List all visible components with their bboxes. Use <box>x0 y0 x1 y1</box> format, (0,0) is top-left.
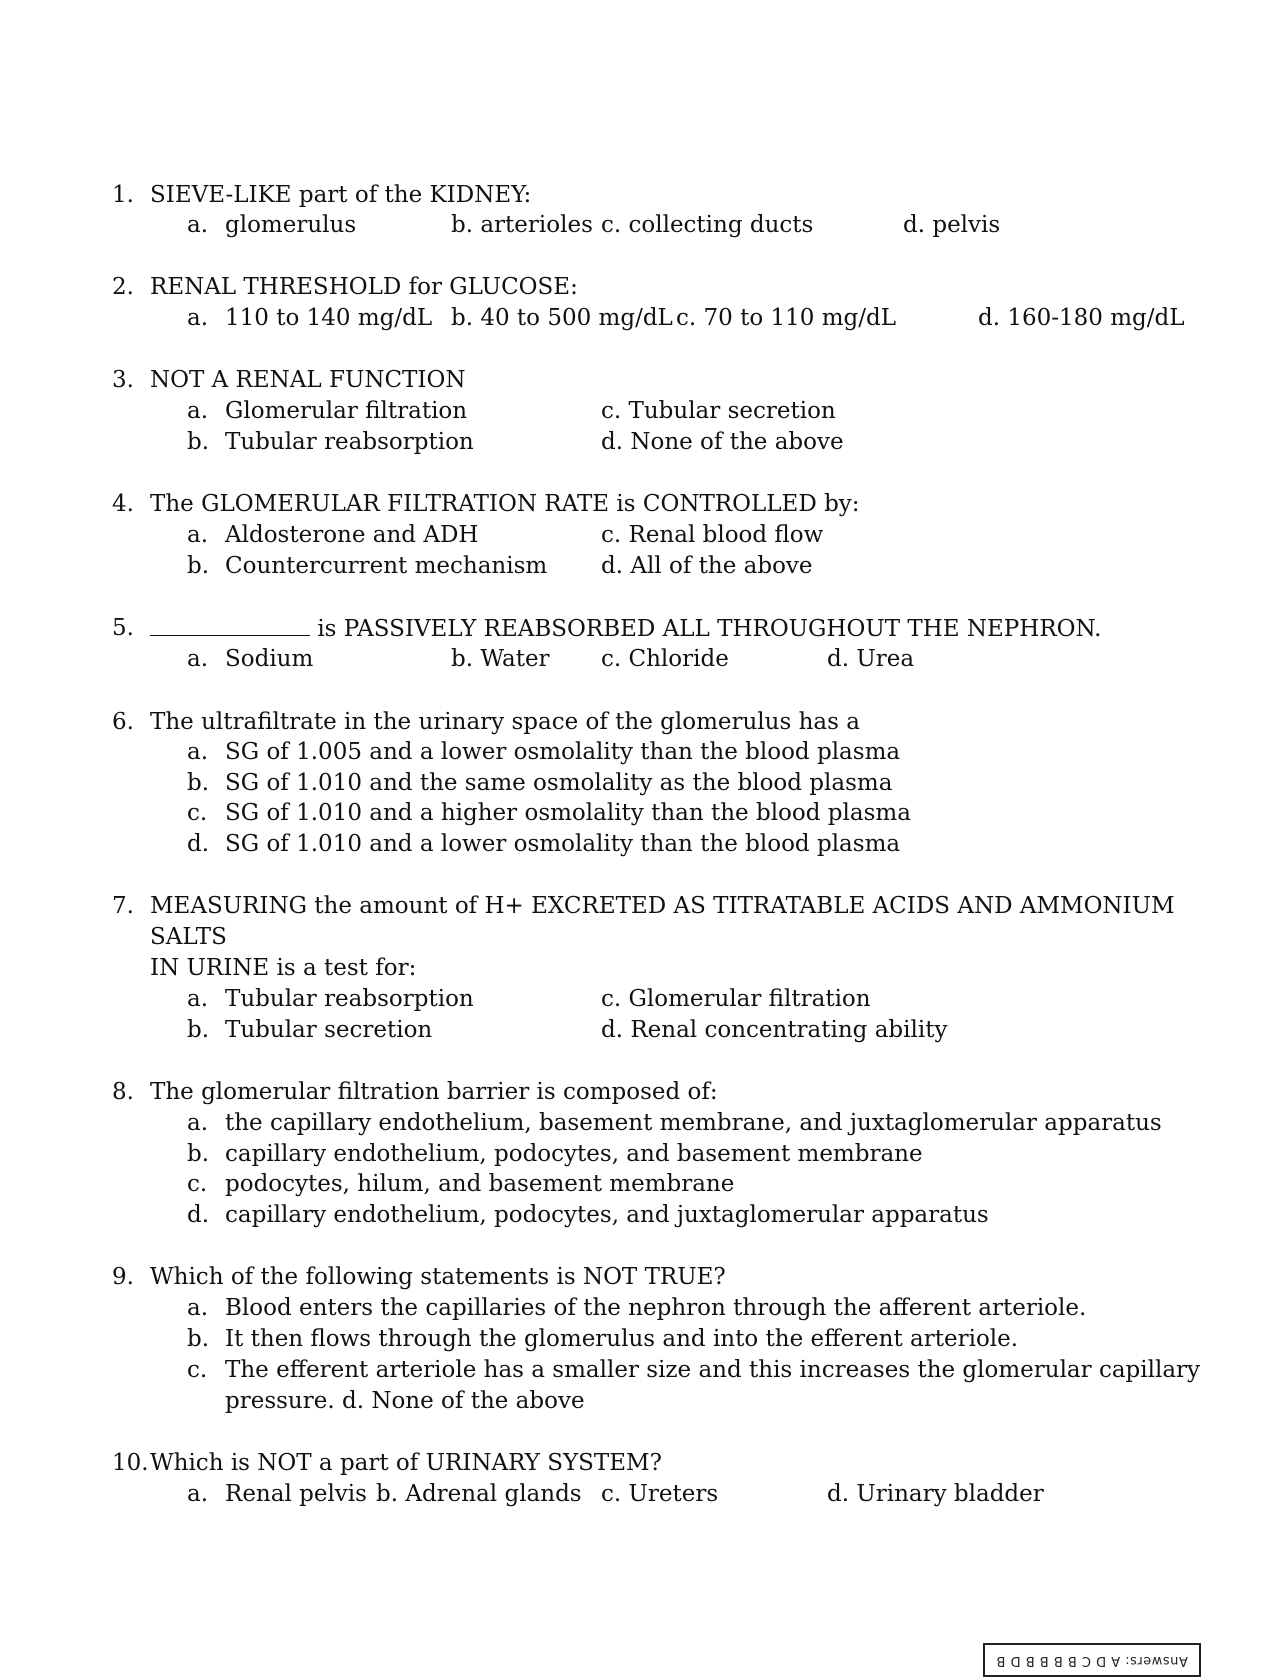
option-letter: c. <box>187 800 208 826</box>
option-a-text: Sodium <box>225 646 314 672</box>
question-stem: The GLOMERULAR FILTRATION RATE is CONTROLLED by: <box>150 491 860 517</box>
option-b-text: capillary endothelium, podocytes, and basement membrane <box>225 1141 923 1167</box>
question-stem: RENAL THRESHOLD for GLUCOSE: <box>150 274 578 300</box>
option-letter: d. <box>187 831 210 857</box>
option-letter: b. <box>187 1141 210 1167</box>
question-number: 8. <box>112 1079 134 1105</box>
option-letter: c. <box>187 1357 208 1383</box>
option-letter: a. <box>187 522 209 548</box>
option-letter: a. <box>187 646 209 672</box>
question-stem: is PASSIVELY REABSORBED ALL THROUGHOUT THE NEPHRON. <box>317 616 1102 642</box>
option-letter: a. <box>187 398 209 424</box>
option-b-text: SG of 1.010 and the same osmolality as the blood plasma <box>225 770 893 796</box>
option-d: d. All of the above <box>601 553 813 579</box>
question-number: 9. <box>112 1264 134 1290</box>
option-c: c. Chloride <box>601 646 729 672</box>
option-letter: a. <box>187 1110 209 1136</box>
option-letter: a. <box>187 986 209 1012</box>
option-letter: a. <box>187 1295 209 1321</box>
option-letter: b. <box>187 770 210 796</box>
option-letter: b. <box>187 553 210 579</box>
option-c: c. Glomerular filtration <box>601 986 871 1012</box>
option-a-text: 110 to 140 mg/dL <box>225 305 433 331</box>
question-stem: NOT A RENAL FUNCTION <box>150 367 466 393</box>
question-number: 1. <box>112 182 134 208</box>
fill-in-blank <box>150 617 310 636</box>
option-c: c. Renal blood flow <box>601 522 824 548</box>
option-a-text: Renal pelvis <box>225 1481 367 1507</box>
option-a-text: Aldosterone and ADH <box>225 522 479 548</box>
option-letter: b. <box>187 429 210 455</box>
option-c: c. Tubular secretion <box>601 398 836 424</box>
option-d: d. Urea <box>827 646 915 672</box>
option-d: d. Urinary bladder <box>827 1481 1044 1507</box>
option-b-text: Tubular reabsorption <box>225 429 474 455</box>
answer-key-box <box>983 1643 1201 1677</box>
option-d: d. 160-180 mg/dL <box>978 305 1185 331</box>
option-letter: a. <box>187 739 209 765</box>
option-b-text: Tubular secretion <box>225 1017 433 1043</box>
question-stem: The glomerular filtration barrier is composed of: <box>150 1079 718 1105</box>
option-c-text-continued: pressure. d. None of the above <box>225 1388 585 1414</box>
question-number: 3. <box>112 367 134 393</box>
question-stem: SIEVE-LIKE part of the KIDNEY: <box>150 182 532 208</box>
question-number: 6. <box>112 709 134 735</box>
question-number: 7. <box>112 893 134 919</box>
option-a-text: SG of 1.005 and a lower osmolality than the blood plasma <box>225 739 901 765</box>
option-b-text: It then flows through the glomerulus and into the efferent arteriole. <box>225 1326 1019 1352</box>
option-letter: a. <box>187 212 209 238</box>
answer-key-text: Answers: A D C B B B B D B <box>996 1652 1188 1668</box>
option-letter: b. <box>187 1326 210 1352</box>
option-b: b. Adrenal glands <box>376 1481 582 1507</box>
option-b: b. Water <box>451 646 550 672</box>
question-stem-continued: IN URINE is a test for: <box>150 955 417 981</box>
option-c: c. 70 to 110 mg/dL <box>676 305 896 331</box>
question-stem: The ultrafiltrate in the urinary space of the glomerulus has a <box>150 709 860 735</box>
option-letter: c. <box>187 1171 208 1197</box>
option-letter: b. <box>187 1017 210 1043</box>
question-number: 5. <box>112 615 134 641</box>
option-a-text: glomerulus <box>225 212 357 238</box>
question-stem: Which is NOT a part of URINARY SYSTEM? <box>150 1450 662 1476</box>
question-stem-line <box>150 617 1101 641</box>
option-d: d. Renal concentrating ability <box>601 1017 948 1043</box>
option-c-text: The efferent arteriole has a smaller size and this increases the glomerular capillary <box>225 1357 1201 1383</box>
option-b-text: Countercurrent mechanism <box>225 553 548 579</box>
option-b: b. arterioles <box>451 212 593 238</box>
option-letter: d. <box>187 1202 210 1228</box>
question-stem: MEASURING the amount of H+ EXCRETED AS TITRATABLE ACIDS AND AMMONIUM <box>150 893 1175 919</box>
option-d: d. None of the above <box>601 429 844 455</box>
question-number: 2. <box>112 274 134 300</box>
question-stem: Which of the following statements is NOT TRUE? <box>150 1264 726 1290</box>
option-letter: a. <box>187 1481 209 1507</box>
option-a-text: Tubular reabsorption <box>225 986 474 1012</box>
option-c: c. Ureters <box>601 1481 719 1507</box>
question-number: 10. <box>112 1450 149 1476</box>
option-d-text: capillary endothelium, podocytes, and juxtaglomerular apparatus <box>225 1202 989 1228</box>
option-d-text: SG of 1.010 and a lower osmolality than the blood plasma <box>225 831 901 857</box>
question-stem-continued: SALTS <box>150 924 227 950</box>
option-a-text: Blood enters the capillaries of the nephron through the afferent arteriole. <box>225 1295 1087 1321</box>
option-c: c. collecting ducts <box>601 212 814 238</box>
option-letter: a. <box>187 305 209 331</box>
option-a-text: Glomerular filtration <box>225 398 468 424</box>
option-a-text: the capillary endothelium, basement membrane, and juxtaglomerular apparatus <box>225 1110 1162 1136</box>
question-number: 4. <box>112 491 134 517</box>
option-c-text: podocytes, hilum, and basement membrane <box>225 1171 735 1197</box>
option-d: d. pelvis <box>903 212 1001 238</box>
option-c-text: SG of 1.010 and a higher osmolality than the blood plasma <box>225 800 911 826</box>
option-b: b. 40 to 500 mg/dL <box>451 305 673 331</box>
